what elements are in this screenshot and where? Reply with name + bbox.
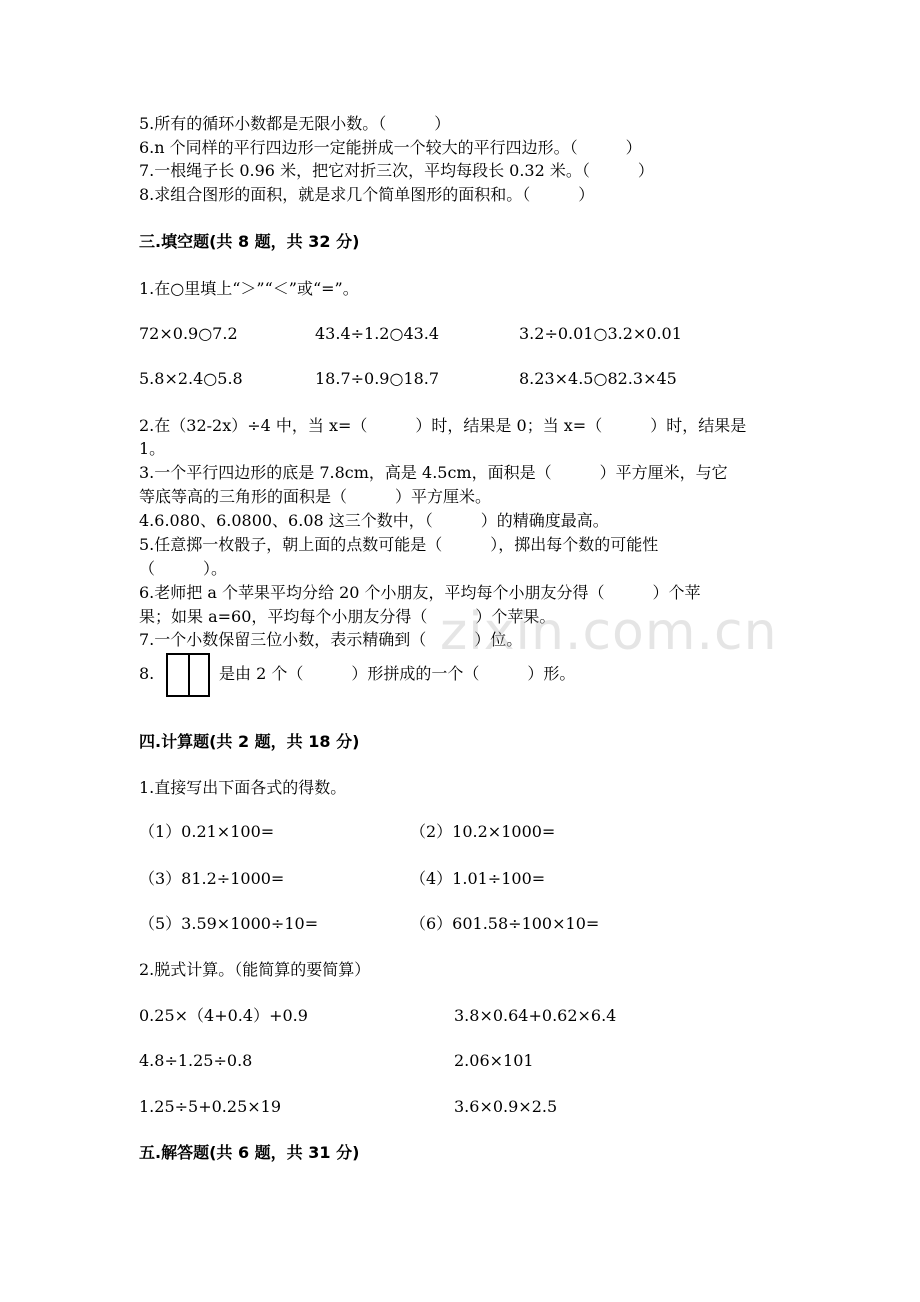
stepwise-calc-item: 3.8×0.64+0.62×6.4 xyxy=(454,1006,617,1025)
direct-calc-item: （3）81.2÷1000= xyxy=(139,869,285,888)
stepwise-calc-item: 1.25÷5+0.25×19 xyxy=(139,1097,282,1116)
stepwise-calc-item: 4.8÷1.25÷0.8 xyxy=(139,1051,253,1070)
section-heading-fill: 三.填空题(共 8 题，共 32 分) xyxy=(139,232,360,251)
judge-q8: 8.求组合图形的面积，就是求几个简单图形的面积和。（ ） xyxy=(139,185,595,204)
direct-calc-item: （2）10.2×1000= xyxy=(410,822,556,841)
direct-calc-item: （5）3.59×1000÷10= xyxy=(139,914,319,933)
judge-q6: 6.n 个同样的平行四边形一定能拼成一个较大的平行四边形。（ ） xyxy=(139,138,642,157)
fill-q5: 5.任意掷一枚骰子，朝上面的点数可能是（ ），掷出每个数的可能性 xyxy=(139,535,659,554)
compare-item: 18.7÷0.9○18.7 xyxy=(315,369,440,388)
compare-item: 8.23×4.5○82.3×45 xyxy=(519,369,677,388)
fill-q5-cont: （ ）。 xyxy=(139,559,228,578)
fill-q8-number: 8. xyxy=(139,664,155,683)
stepwise-calc-item: 3.6×0.9×2.5 xyxy=(454,1097,558,1116)
section-heading-answer: 五.解答题(共 6 题，共 31 分) xyxy=(139,1143,360,1162)
calc-q2: 2.脱式计算。（能简算的要简算） xyxy=(139,960,371,979)
calc-q1: 1.直接写出下面各式的得数。 xyxy=(139,778,347,797)
fill-q2-cont: 1。 xyxy=(139,439,166,458)
stepwise-calc-item: 0.25×（4+0.4）+0.9 xyxy=(139,1006,308,1025)
direct-calc-item: （6）601.58÷100×10= xyxy=(410,914,600,933)
rectangle-figure xyxy=(166,653,210,697)
judge-q5: 5.所有的循环小数都是无限小数。（ ） xyxy=(139,114,451,133)
compare-item: 3.2÷0.01○3.2×0.01 xyxy=(519,324,682,343)
direct-calc-item: （1）0.21×100= xyxy=(139,822,275,841)
fill-q6-cont: 果；如果 a=60，平均每个小朋友分得（ ）个苹果。 xyxy=(139,607,556,626)
direct-calc-item: （4）1.01÷100= xyxy=(410,869,546,888)
compare-item: 5.8×2.4○5.8 xyxy=(139,369,243,388)
judge-q7: 7.一根绳子长 0.96 米，把它对折三次，平均每段长 0.32 米。（ ） xyxy=(139,161,654,180)
section-heading-calc: 四.计算题(共 2 题，共 18 分) xyxy=(139,732,360,751)
fill-q6: 6.老师把 a 个苹果平均分给 20 个小朋友，平均每个小朋友分得（ ）个苹 xyxy=(139,583,701,602)
watermark: zixin.com.cn xyxy=(440,602,778,662)
fill-q8-text: 是由 2 个（ ）形拼成的一个（ ）形。 xyxy=(219,664,576,683)
fill-q7: 7.一个小数保留三位小数，表示精确到（ ）位。 xyxy=(139,630,523,649)
compare-item: 72×0.9○7.2 xyxy=(139,324,238,343)
fill-q3-cont: 等底等高的三角形的面积是（ ）平方厘米。 xyxy=(139,487,492,506)
fill-q3: 3.一个平行四边形的底是 7.8cm，高是 4.5cm，面积是（ ）平方厘米，与它 xyxy=(139,463,728,482)
fill-q2: 2.在（32-2x）÷4 中，当 x=（ ）时，结果是 0；当 x=（ ）时，结果是 xyxy=(139,416,747,435)
compare-item: 43.4÷1.2○43.4 xyxy=(315,324,440,343)
fill-q4: 4.6.080、6.0800、6.08 这三个数中，（ ）的精确度最高。 xyxy=(139,511,609,530)
stepwise-calc-item: 2.06×101 xyxy=(454,1051,534,1070)
fill-q1: 1.在○里填上“＞”“＜”或“=”。 xyxy=(139,279,359,298)
